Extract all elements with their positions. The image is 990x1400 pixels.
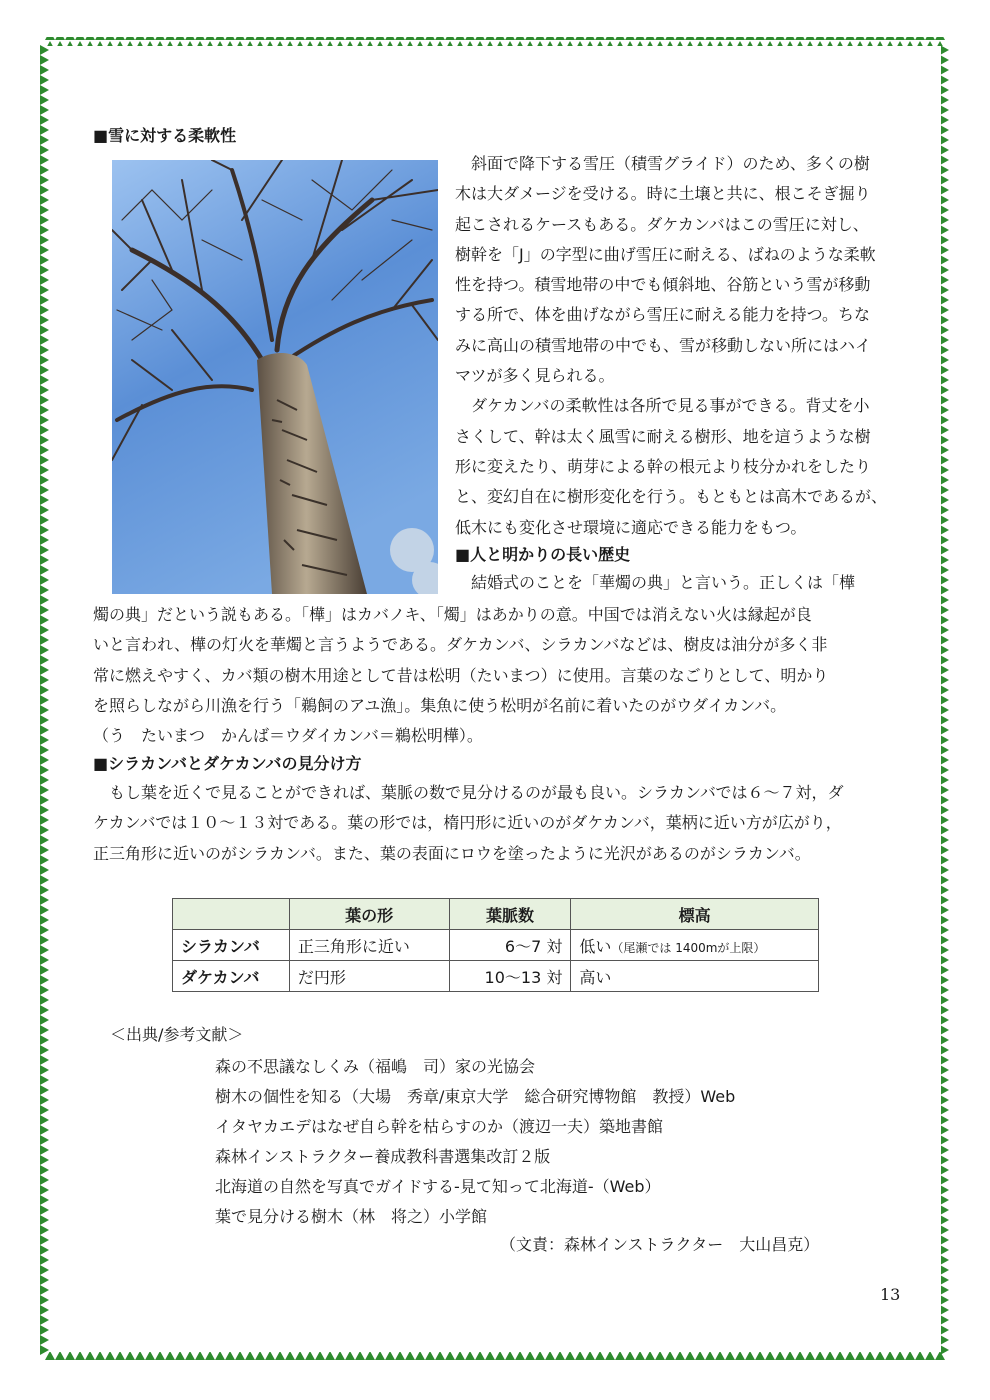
birch-tree-photo [112,160,438,594]
table-header: 葉脈数 [449,899,571,930]
references-list [215,1052,735,1232]
comparison-table [172,898,819,992]
page-number: 13 [880,1285,901,1304]
text-line: もし葉を近くで見ることができれば、葉脈の数で見分けるのが最も良い。シラカンバでは６～７対，ダ [93,783,844,802]
reference-item: 森の不思議なしくみ（福嶋 司）家の光協会 [215,1057,536,1076]
table-cell-altitude [571,961,819,992]
text-line: 性を持つ。積雪地帯の中でも傾斜地、谷筋という雪が移動 [455,275,871,295]
table-header-row [173,899,819,930]
text-line: 低木にも変化させ環境に適応できる能力をもつ。 [455,517,807,537]
section1-text [455,149,887,543]
section2-first-line: 結婚式のことを「華燭の典」と言いう。正しくは「樺 [455,573,856,592]
table-cell-shape: だ円形 [289,961,449,992]
altitude-value: 低い [579,936,612,956]
table-row [173,930,819,961]
text-line: 起こされるケースもある。ダケカンバはこの雪圧に対し、 [455,214,869,234]
table-cell-name: シラカンバ [173,930,290,961]
text-line: ケカンバでは１０～１３対である。葉の形では，楕円形に近いのがダケカンバ，葉柄に近い方が広がり， [93,813,842,833]
reference-item: 葉で見分ける樹木（林 将之）小学館 [215,1207,488,1226]
text-line: 燭の典」だという説もある。「樺」はカバノキ、「燭」はあかりの意。中国では消えない火は縁起が良 [93,605,812,624]
reference-item: イタヤカエデはなぜ自ら幹を枯らすのか（渡辺一夫）築地書館 [215,1117,664,1136]
altitude-note: （尾瀬では 1400mが上限） [611,940,766,955]
text-line: マツが多く見られる。 [455,366,615,386]
text-line: いと言われ、樺の灯火を華燭と言うようである。ダケカンバ、シラカンバなどは、樹皮は油分が多く非 [93,635,828,655]
table-cell-name: ダケカンバ [173,961,290,992]
text-line: 正三角形に近いのがシラカンバ。また、葉の表面にロウを塗ったように光沢があるのがシラカンバ。 [93,843,811,863]
text-line: ダケカンバの柔軟性は各所で見る事ができる。背丈を小 [455,396,870,416]
text-line: 斜面で降下する雪圧（積雪グライド）のため、多くの樹 [455,154,870,173]
table-cell-veins: 10～13 対 [449,961,571,992]
references-title: ＜出典/参考文献＞ [110,1025,244,1044]
reference-item: 樹木の個性を知る（大場 秀章/東京大学 総合研究博物館 教授）Web [215,1087,736,1106]
table-header: 標高 [571,899,819,930]
table-cell-shape: 正三角形に近い [289,930,449,961]
section3-text [93,778,844,869]
table-cell-veins: 6～7 対 [449,930,571,961]
text-line: 木は大ダメージを受ける。時に土壌と共に、根こそぎ掘り [455,184,871,204]
section-heading-light-history: ■人と明かりの長い歴史 [455,545,631,564]
text-line: さくして、幹は太く風雪に耐える樹形、地を這うような樹 [455,426,871,446]
text-line: 形に変えたり、萌芽による幹の根元より枝分かれをしたり [455,456,872,476]
reference-item: 北海道の自然を写真でガイドする-見て知って北海道-（Web） [215,1177,661,1196]
table-header [173,899,290,930]
text-line: みに高山の積雪地帯の中でも、雪が移動しない所にはハイ [455,335,872,355]
table-header: 葉の形 [289,899,449,930]
section-heading-snow-flexibility: ■雪に対する柔軟性 [93,126,237,145]
section2-text [93,600,828,751]
table-row [173,961,819,992]
table-cell-altitude [571,930,819,961]
text-line: （う たいまつ かんば＝ウダイカンバ＝鵜松明樺）。 [93,726,483,746]
text-line: 樹幹を「J」の字型に曲げ雪圧に耐える、ばねのような柔軟 [455,244,876,264]
text-line: と、変幻自在に樹形変化を行う。もともとは高木であるが、 [455,487,888,507]
altitude-value: 高い [579,967,612,987]
reference-item: 森林インストラクター養成教科書選集改訂２版 [215,1147,551,1166]
author-credit: （文責：森林インストラクター 大山昌克） [500,1235,820,1254]
text-line: する所で、体を曲げながら雪圧に耐える能力を持つ。ちな [455,305,871,325]
text-line: を照らしながら川漁を行う「鵜飼のアユ漁」。集魚に使う松明が名前に着いたのがウダイカンバ。 [93,695,787,715]
text-line: 常に燃えやすく、カバ類の樹木用途として昔は松明（たいまつ）に使用。言葉のなごりとして、明かり [93,665,829,685]
section-heading-identification: ■シラカンバとダケカンバの見分け方 [93,754,362,773]
